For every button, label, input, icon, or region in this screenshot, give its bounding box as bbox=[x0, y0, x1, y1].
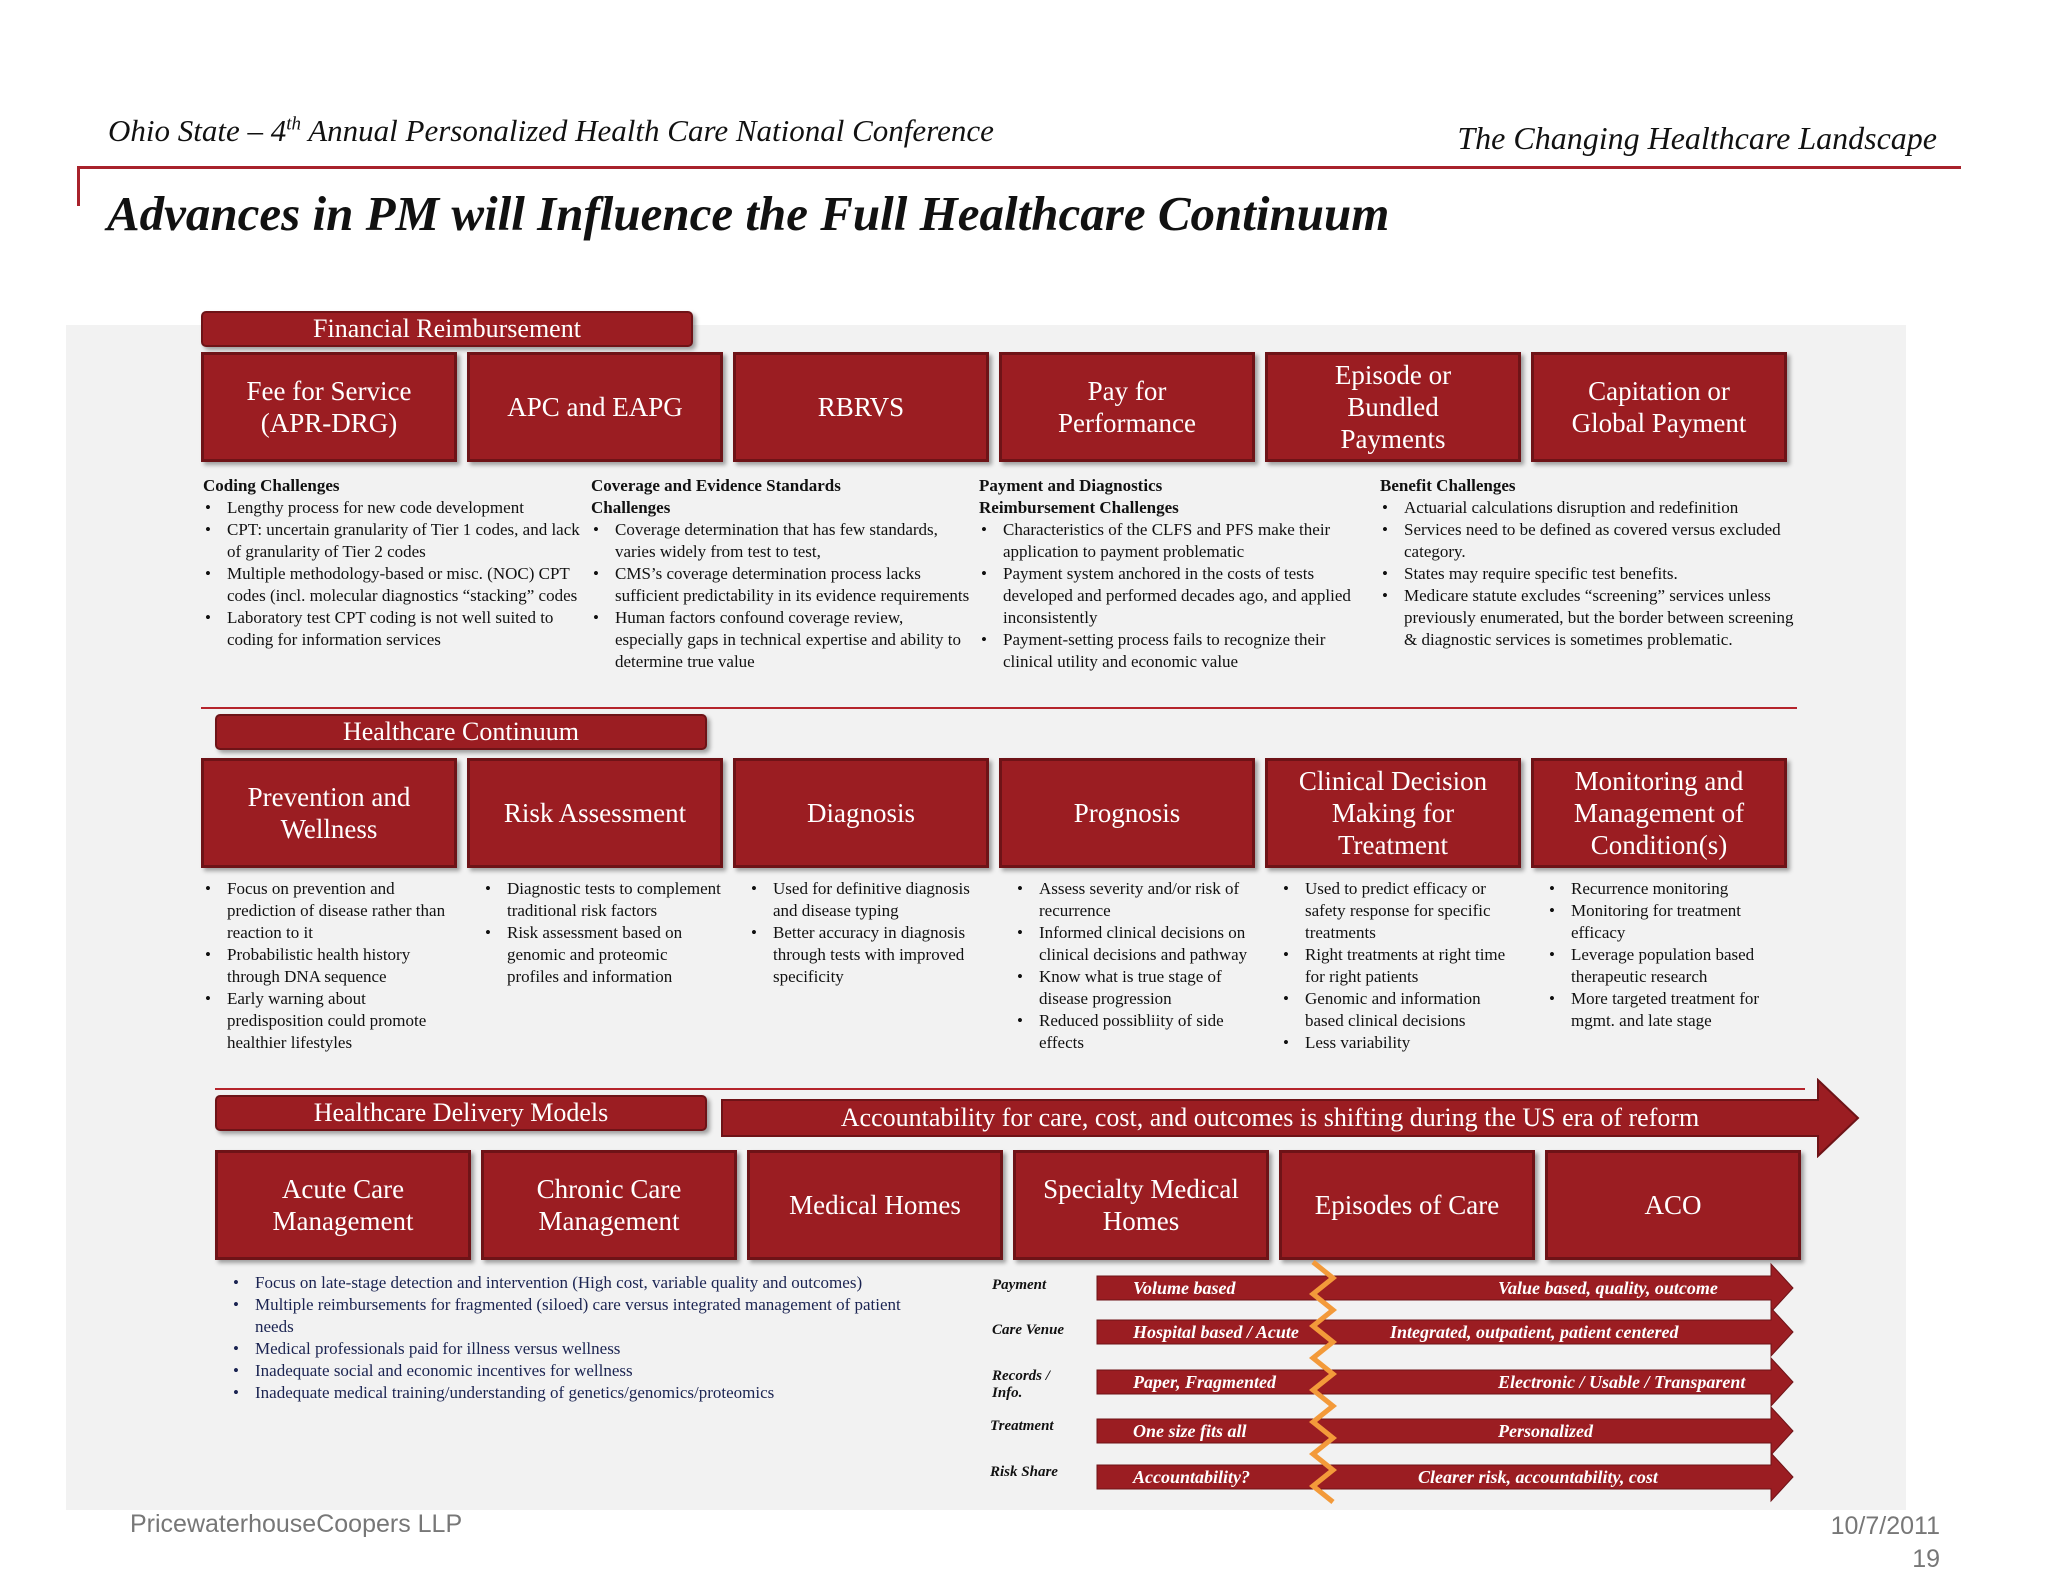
capitation-box: Capitation or Global Payment bbox=[1531, 352, 1787, 462]
conference-title: Ohio State – 4th Annual Personalized Health Care National Conference bbox=[108, 113, 994, 148]
shift-from-text: Accountability? bbox=[1133, 1467, 1250, 1487]
delivery-models-issues bbox=[231, 1272, 911, 1404]
shift-row-label: Care Venue bbox=[992, 1322, 1065, 1338]
shift-to-text: Clearer risk, accountability, cost bbox=[1418, 1467, 1658, 1487]
prognosis-box: Prognosis bbox=[999, 758, 1255, 868]
list-item: • Probabilistic health history through DNA sequence bbox=[227, 944, 451, 988]
shift-row-label: Records / Info. bbox=[992, 1368, 1050, 1401]
list-item: • Multiple reimbursements for fragmented (siloed) care versus integrated management of patient needs bbox=[255, 1294, 911, 1338]
list-item: • Monitoring for treatment efficacy bbox=[1571, 900, 1787, 944]
shift-from-text: One size fits all bbox=[1133, 1421, 1247, 1441]
shift-from-text: Volume based bbox=[1133, 1278, 1236, 1298]
benefit-challenges-heading: Benefit Challenges bbox=[1380, 476, 1516, 495]
benefit-challenges bbox=[1380, 475, 1810, 651]
acute-care-box: Acute Care Management bbox=[215, 1150, 471, 1260]
list-item: • Risk assessment based on genomic and proteomic profiles and information bbox=[507, 922, 723, 988]
list-item: • Diagnostic tests to complement traditional risk factors bbox=[507, 878, 723, 922]
prognosis-column bbox=[1015, 878, 1255, 1054]
shift-row-label: Treatment bbox=[990, 1418, 1054, 1434]
list-item: • Better accuracy in diagnosis through tests with improved specificity bbox=[773, 922, 989, 988]
list-item: • Actuarial calculations disruption and redefinition bbox=[1404, 497, 1810, 519]
list-item: • Know what is true stage of disease progression bbox=[1039, 966, 1255, 1010]
header-rule bbox=[77, 166, 1961, 169]
list-item: • CMS’s coverage determination process lacks sufficient predictability in its evidence requirements bbox=[615, 563, 975, 607]
list-item: • Lengthy process for new code development bbox=[227, 497, 583, 519]
list-item: • Right treatments at right time for right patients bbox=[1305, 944, 1521, 988]
episodes-of-care-box: Episodes of Care bbox=[1279, 1150, 1535, 1260]
coverage-challenges-heading: Coverage and Evidence Standards Challenges bbox=[591, 476, 841, 517]
footer-date-page: 10/7/2011 19 bbox=[1830, 1512, 1940, 1573]
list-item: • Recurrence monitoring bbox=[1571, 878, 1787, 900]
list-item: • Payment system anchored in the costs of tests developed and performed decades ago, and applied inconsistently bbox=[1003, 563, 1364, 629]
diagnosis-column bbox=[749, 878, 989, 988]
rbrvs-box: RBRVS bbox=[733, 352, 989, 462]
list-item: • Focus on prevention and prediction of disease rather than reaction to it bbox=[227, 878, 451, 944]
specialty-medical-homes-box: Specialty Medical Homes bbox=[1013, 1150, 1269, 1260]
list-item: • States may require specific test benefits. bbox=[1404, 563, 1810, 585]
diagnosis-box: Diagnosis bbox=[733, 758, 989, 868]
payment-challenges-heading: Payment and Diagnostics Reimbursement Challenges bbox=[979, 476, 1179, 517]
delivery-models-label: Healthcare Delivery Models bbox=[215, 1095, 707, 1131]
list-item: • Less variability bbox=[1305, 1032, 1521, 1054]
monitoring-box: Monitoring and Management of Condition(s) bbox=[1531, 758, 1787, 868]
coding-challenges bbox=[203, 475, 583, 651]
chronic-care-box: Chronic Care Management bbox=[481, 1150, 737, 1260]
shift-to-text: Value based, quality, outcome bbox=[1498, 1278, 1718, 1298]
apc-eapg-box: APC and EAPG bbox=[467, 352, 723, 462]
fee-for-service-box: Fee for Service (APR-DRG) bbox=[201, 352, 457, 462]
list-item: • More targeted treatment for mgmt. and late stage bbox=[1571, 988, 1787, 1032]
shift-to-text: Integrated, outpatient, patient centered bbox=[1390, 1322, 1679, 1342]
footer-company: PricewaterhouseCoopers LLP bbox=[130, 1510, 463, 1538]
healthcare-continuum-label: Healthcare Continuum bbox=[215, 714, 707, 750]
list-item: • Payment-setting process fails to recognize their clinical utility and economic value bbox=[1003, 629, 1364, 673]
section-divider bbox=[201, 707, 1797, 709]
list-item: • Used to predict efficacy or safety response for specific treatments bbox=[1305, 878, 1521, 944]
header-rule-tick bbox=[77, 166, 80, 206]
list-item: • Services need to be defined as covered versus excluded category. bbox=[1404, 519, 1810, 563]
shift-to-text: Personalized bbox=[1498, 1421, 1594, 1441]
shift-to-text: Electronic / Usable / Transparent bbox=[1498, 1372, 1746, 1392]
coding-challenges-heading: Coding Challenges bbox=[203, 476, 340, 495]
shift-from-text: Hospital based / Acute bbox=[1133, 1322, 1299, 1342]
list-item: • Used for definitive diagnosis and disease typing bbox=[773, 878, 989, 922]
list-item: • Multiple methodology-based or misc. (NOC) CPT codes (incl. molecular diagnostics “stacking” codes bbox=[227, 563, 583, 607]
accountability-arrow-text: Accountability for care, cost, and outcomes is shifting during the US era of reform bbox=[840, 1103, 1700, 1132]
section-title: The Changing Healthcare Landscape bbox=[1457, 120, 1937, 156]
list-item: • CPT: uncertain granularity of Tier 1 codes, and lack of granularity of Tier 2 codes bbox=[227, 519, 583, 563]
list-item: • Characteristics of the CLFS and PFS make their application to payment problematic bbox=[1003, 519, 1364, 563]
list-item: • Human factors confound coverage review, especially gaps in technical expertise and ability to determine true value bbox=[615, 607, 975, 673]
list-item: • Coverage determination that has few standards, varies widely from test to test, bbox=[615, 519, 975, 563]
prevention-column bbox=[203, 878, 451, 1054]
list-item: • Leverage population based therapeutic research bbox=[1571, 944, 1787, 988]
clinical-decision-column bbox=[1281, 878, 1521, 1054]
list-item: • Focus on late-stage detection and intervention (High cost, variable quality and outcomes) bbox=[255, 1272, 911, 1294]
prevention-wellness-box: Prevention and Wellness bbox=[201, 758, 457, 868]
coverage-challenges bbox=[591, 475, 975, 673]
list-item: • Assess severity and/or risk of recurrence bbox=[1039, 878, 1255, 922]
list-item: • Genomic and information based clinical decisions bbox=[1305, 988, 1521, 1032]
list-item: • Reduced possibliity of side effects bbox=[1039, 1010, 1255, 1054]
page-title: Advances in PM will Influence the Full Healthcare Continuum bbox=[107, 186, 1390, 241]
list-item: • Early warning about predisposition could promote healthier lifestyles bbox=[227, 988, 451, 1054]
medical-homes-box: Medical Homes bbox=[747, 1150, 1003, 1260]
list-item: • Inadequate social and economic incentives for wellness bbox=[255, 1360, 911, 1382]
monitoring-column bbox=[1547, 878, 1787, 1032]
list-item: • Laboratory test CPT coding is not well suited to coding for information services bbox=[227, 607, 583, 651]
pay-for-performance-box: Pay for Performance bbox=[999, 352, 1255, 462]
list-item: • Medical professionals paid for illness versus wellness bbox=[255, 1338, 911, 1360]
episode-bundled-box: Episode or Bundled Payments bbox=[1265, 352, 1521, 462]
list-item: • Medicare statute excludes “screening” services unless previously enumerated, but the border between screening & diagnostic services is sometimes problematic. bbox=[1404, 585, 1810, 651]
shift-from-text: Paper, Fragmented bbox=[1133, 1372, 1276, 1392]
payment-challenges bbox=[979, 475, 1364, 673]
shift-row-label: Payment bbox=[992, 1277, 1047, 1293]
shift-row-label: Risk Share bbox=[990, 1464, 1058, 1480]
clinical-decision-box: Clinical Decision Making for Treatment bbox=[1265, 758, 1521, 868]
risk-assessment-box: Risk Assessment bbox=[467, 758, 723, 868]
list-item: • Informed clinical decisions on clinical decisions and pathway bbox=[1039, 922, 1255, 966]
financial-reimbursement-label: Financial Reimbursement bbox=[201, 311, 693, 347]
list-item: • Inadequate medical training/understanding of genetics/genomics/proteomics bbox=[255, 1382, 911, 1404]
risk-assessment-column bbox=[483, 878, 723, 988]
aco-box: ACO bbox=[1545, 1150, 1801, 1260]
